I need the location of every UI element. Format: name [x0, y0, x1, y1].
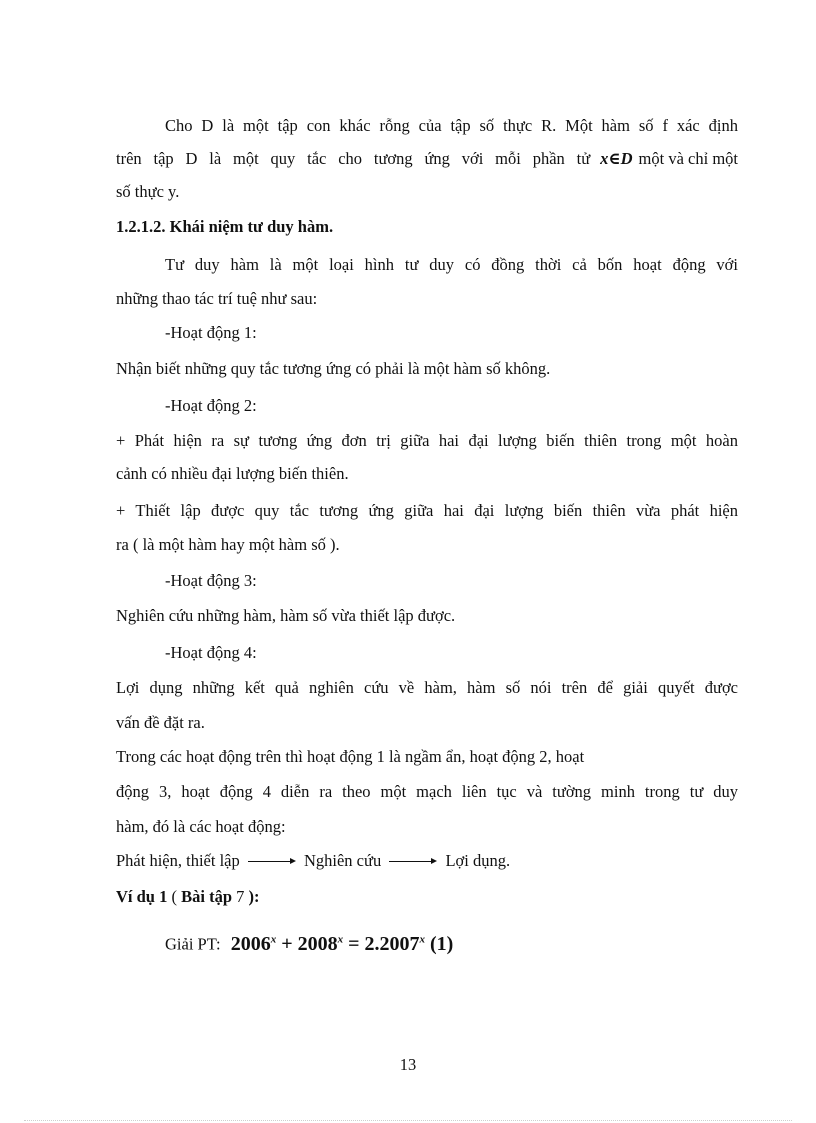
- section-heading: 1.2.1.2. Khái niệm tư duy hàm.: [116, 217, 334, 236]
- term: 2006: [230, 932, 271, 955]
- text-run: 7: [232, 887, 249, 906]
- exponent: x: [419, 933, 425, 945]
- equation: [231, 933, 454, 955]
- paragraph-line: [116, 148, 738, 170]
- page-divider: [24, 1120, 792, 1121]
- paragraph-line: + Thiết lập được quy tắc tương ứng giữa hai đại lượng biến thiên vừa phát hiện: [116, 501, 738, 520]
- paragraph-line: Lợi dụng những kết quả nghiên cứu về hàm, hàm số nói trên để giải quyết được: [116, 678, 738, 697]
- paragraph-line: Tư duy hàm là một loại hình tư duy có đồng thời cả bốn hoạt động với: [165, 255, 738, 274]
- paragraph-line: Nghiên cứu những hàm, hàm số vừa thiết lập được.: [116, 606, 456, 625]
- paragraph-line: vấn đề đặt ra.: [116, 713, 205, 732]
- term: 2008: [297, 932, 338, 955]
- example-label: Ví dụ 1: [116, 887, 168, 906]
- flow-step-2: Nghiên cứu: [303, 851, 382, 870]
- operator: = 2.2007: [343, 932, 420, 955]
- activity-label: -Hoạt động 1:: [165, 323, 257, 342]
- flow-line: [116, 850, 738, 872]
- arrow-right-icon: [389, 861, 435, 862]
- example-label: Bài tập: [181, 887, 232, 906]
- page-number: 13: [399, 1055, 417, 1074]
- activity-label: -Hoạt động 4:: [165, 643, 257, 662]
- equation-number: (1): [425, 932, 454, 955]
- exponent: x: [270, 933, 277, 945]
- paragraph-line: Cho D là một tập con khác rỗng của tập số thực R. Một hàm số f xác định: [165, 116, 738, 135]
- paragraph-line: Nhận biết những quy tắc tương ứng có phải là một hàm số không.: [116, 359, 551, 378]
- text-run: một và chỉ một: [638, 149, 738, 168]
- flow-step-1: Phát hiện, thiết lập: [116, 851, 240, 870]
- example-heading: [116, 886, 738, 908]
- paragraph-line: ra ( là một hàm hay một hàm số ).: [116, 535, 340, 554]
- paragraph-line: cảnh có nhiều đại lượng biến thiên.: [116, 464, 349, 483]
- paragraph-line: Trong các hoạt động trên thì hoạt động 1 là ngầm ẩn, hoạt động 2, hoạt: [116, 747, 585, 766]
- arrow-right-icon: [248, 861, 294, 862]
- paragraph-line: động 3, hoạt động 4 diễn ra theo một mạch liên tục và tường minh trong tư duy: [116, 782, 738, 801]
- activity-label: -Hoạt động 2:: [165, 396, 257, 415]
- paragraph-line: hàm, đó là các hoạt động:: [116, 817, 286, 836]
- paragraph-line: những thao tác trí tuệ như sau:: [116, 289, 318, 308]
- text-run: trên tập D là một quy tắc cho tương ứng với mỗi phần tử: [116, 149, 591, 168]
- flow-step-3: Lợi dụng.: [445, 851, 511, 870]
- activity-label: -Hoạt động 3:: [165, 571, 257, 590]
- math-symbol: x∈D: [600, 149, 633, 168]
- text-run: ):: [248, 887, 260, 906]
- paragraph-line: + Phát hiện ra sự tương ứng đơn trị giữa hai đại lượng biến thiên trong một hoàn: [116, 431, 738, 450]
- exponent: x: [337, 933, 344, 945]
- operator: +: [276, 932, 298, 955]
- equation-line: [165, 926, 738, 958]
- text-run: (: [167, 887, 182, 906]
- equation-prefix: Giải PT:: [165, 934, 221, 954]
- paragraph-line: số thực y.: [116, 182, 180, 201]
